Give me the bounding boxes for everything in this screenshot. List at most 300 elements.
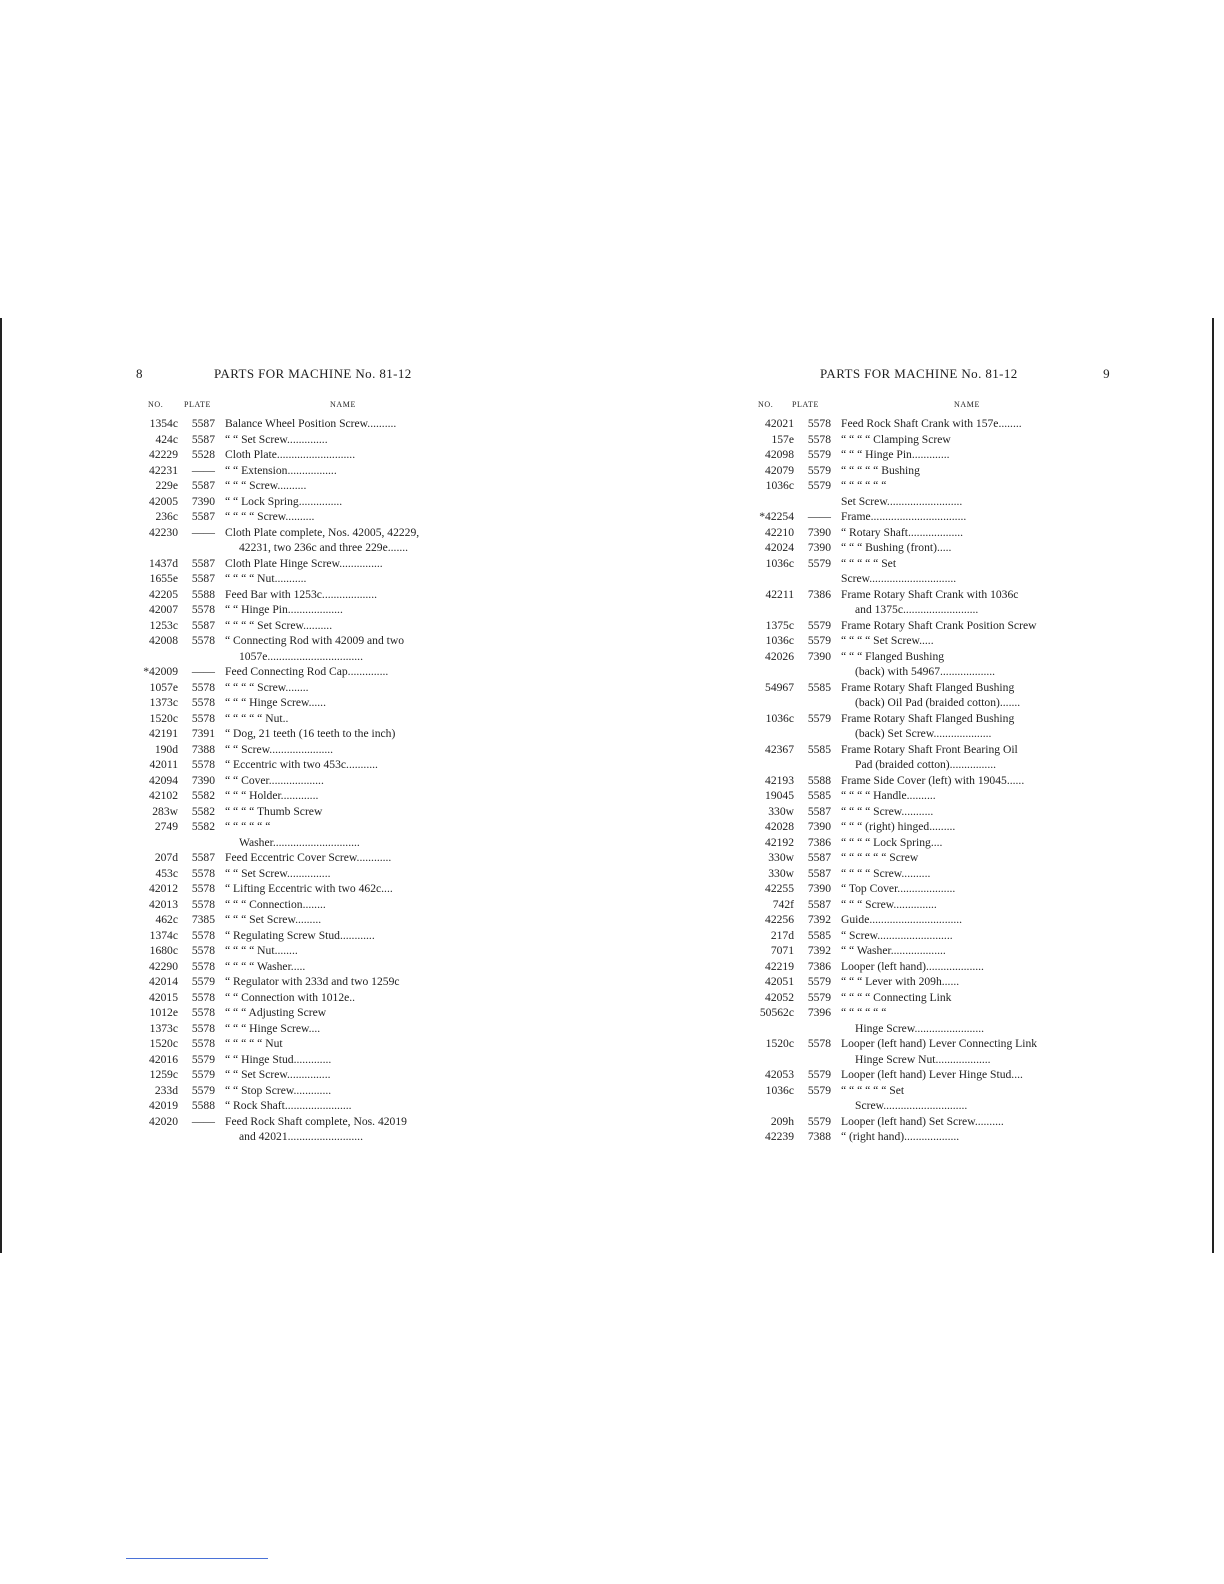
- plate-number: [794, 664, 841, 680]
- part-number: [752, 726, 794, 742]
- plate-number: 5578: [191, 696, 215, 709]
- plate-number: 5587: [191, 479, 215, 492]
- part-name: 42231, two 236c and three 229e.......: [239, 541, 409, 554]
- plate-number: 5579: [191, 1083, 215, 1097]
- part-row: [752, 897, 1090, 913]
- part-row: [752, 804, 1090, 820]
- part-number: 42053: [765, 1068, 794, 1081]
- part-number: 42102: [149, 789, 178, 802]
- part-row: [752, 1129, 1090, 1145]
- column-header-no: NO.: [758, 400, 774, 409]
- plate-number: 5578: [191, 680, 215, 694]
- part-number: 42098: [765, 448, 794, 461]
- part-name: “ Dog, 21 teeth (16 teeth to the inch): [225, 727, 396, 740]
- plate-number: 7386: [807, 835, 831, 849]
- part-name: Guide................................: [841, 913, 963, 926]
- part-name: “ “ “ “ “ Set: [841, 556, 897, 570]
- part-number: 42024: [765, 541, 794, 554]
- part-number: [752, 664, 794, 680]
- part-number: [136, 835, 178, 851]
- part-name: “ “ Hinge Pin...................: [225, 603, 343, 616]
- plate-number: 5579: [807, 618, 831, 632]
- part-name: “ “ Extension.................: [225, 463, 337, 477]
- part-number: 42192: [765, 835, 794, 849]
- part-name: “ “ Set Screw..............: [225, 432, 328, 446]
- part-name: “ “ “ “ Nut........: [225, 944, 298, 957]
- part-name: “ “ Hinge Stud.............: [225, 1052, 332, 1066]
- plate-number: 7392: [807, 944, 831, 957]
- part-name: “ “ “ “ Screw...........: [841, 804, 934, 818]
- part-name: “ “ “ “ “ Nut..: [225, 711, 289, 725]
- part-name: “ “ “ “ Screw..........: [841, 866, 931, 880]
- part-row: [136, 1129, 466, 1145]
- plate-number: 7390: [191, 773, 215, 787]
- part-number: [752, 602, 794, 618]
- part-number: 42219: [765, 959, 794, 973]
- part-row: [136, 509, 466, 525]
- part-row: [752, 633, 1090, 649]
- part-number: *42009: [143, 665, 178, 678]
- part-number: 42290: [149, 959, 178, 973]
- part-row: [136, 494, 466, 510]
- part-name: Looper (left hand) Set Screw..........: [841, 1114, 1004, 1128]
- plate-number: 5578: [191, 1037, 215, 1050]
- part-number: 42012: [149, 882, 178, 895]
- plate-number: 5587: [191, 432, 215, 446]
- part-row: [752, 680, 1090, 696]
- part-name: “ “ Washer...................: [841, 944, 946, 957]
- part-number: 1375c: [765, 618, 794, 632]
- part-row: [752, 540, 1090, 556]
- plate-number: [794, 494, 841, 510]
- part-number: 1036c: [765, 479, 794, 492]
- part-row: [136, 835, 466, 851]
- part-name: “ Rock Shaft.......................: [225, 1099, 352, 1112]
- part-name: “ “ “ “ Clamping Screw: [841, 432, 951, 446]
- part-row: [136, 416, 466, 432]
- part-number: 190d: [154, 742, 178, 756]
- part-row: [136, 571, 466, 587]
- part-name: “ “ Lock Spring...............: [225, 494, 343, 508]
- part-name: “ Connecting Rod with 42009 and two: [225, 634, 405, 647]
- part-number: 42205: [149, 587, 178, 601]
- part-row: [136, 587, 466, 603]
- plate-number: 5578: [191, 866, 215, 880]
- part-row: [136, 804, 466, 820]
- part-row: [752, 478, 1090, 494]
- plate-number: 5578: [807, 417, 831, 430]
- plate-number: 5578: [191, 944, 215, 957]
- part-name: “ “ “ “ Lock Spring....: [841, 835, 943, 849]
- part-row: [752, 463, 1090, 479]
- part-number: 1036c: [765, 711, 794, 725]
- plate-number: 7386: [807, 587, 831, 601]
- left-page: [136, 366, 466, 1145]
- plate-number: [794, 1052, 841, 1068]
- part-row: [752, 556, 1090, 572]
- part-row: [752, 509, 1090, 525]
- part-row: [136, 757, 466, 773]
- part-row: [752, 943, 1090, 959]
- part-name: and 42021..........................: [239, 1130, 363, 1143]
- part-number: 42020: [149, 1114, 178, 1128]
- plate-number: 5578: [191, 634, 215, 647]
- plate-number: 5578: [191, 990, 215, 1004]
- plate-number: 5587: [191, 556, 215, 570]
- part-name: “ “ “ Hinge Screw......: [225, 696, 326, 709]
- part-row: [752, 494, 1090, 510]
- part-row: [752, 571, 1090, 587]
- part-row: [136, 680, 466, 696]
- part-row: [136, 959, 466, 975]
- part-row: [136, 664, 466, 680]
- part-number: [136, 649, 178, 665]
- plate-number: 5585: [807, 742, 831, 756]
- plate-number: 5579: [807, 1114, 831, 1128]
- part-number: 1520c: [149, 1037, 178, 1050]
- part-name: “ “ “ “ Washer.....: [225, 959, 306, 973]
- part-row: [752, 416, 1090, 432]
- plate-number: 5579: [807, 448, 831, 461]
- part-number: [752, 695, 794, 711]
- part-row: [752, 866, 1090, 882]
- left-page-number: 8: [136, 366, 143, 381]
- part-name: “ “ Cover...................: [225, 773, 324, 787]
- plate-number: 5578: [191, 711, 215, 725]
- part-row: [136, 943, 466, 959]
- plate-number: 7390: [807, 541, 831, 554]
- part-row: [752, 757, 1090, 773]
- part-row: [752, 1098, 1090, 1114]
- plate-number: [794, 695, 841, 711]
- plate-number: ——: [191, 463, 215, 477]
- part-name: “ “ “ Holder.............: [225, 789, 319, 802]
- part-row: [136, 1067, 466, 1083]
- part-number: 42231: [149, 463, 178, 477]
- part-number: 1520c: [149, 711, 178, 725]
- part-number: 42051: [765, 975, 794, 988]
- plate-number: 5578: [191, 1006, 215, 1019]
- part-number: 1655e: [149, 572, 178, 585]
- part-number: 462c: [155, 913, 178, 926]
- part-name: “ “ “ Bushing (front).....: [841, 541, 952, 554]
- part-name: “ “ “ “ “ Nut: [225, 1037, 283, 1050]
- part-row: [136, 463, 466, 479]
- part-name: “ “ “ “ “ Bushing: [841, 463, 920, 477]
- part-row: [752, 959, 1090, 975]
- part-row: [136, 897, 466, 913]
- part-name: Screw..............................: [841, 572, 957, 585]
- part-row: [136, 633, 466, 649]
- part-name: Feed Rock Shaft complete, Nos. 42019: [225, 1114, 407, 1128]
- part-name: Feed Bar with 1253c...................: [225, 587, 377, 601]
- plate-number: 5587: [191, 572, 215, 585]
- part-row: [136, 912, 466, 928]
- part-name: (back) Set Screw....................: [855, 727, 992, 740]
- part-name: “ “ “ Adjusting Screw: [225, 1006, 327, 1019]
- part-number: 42026: [765, 649, 794, 663]
- part-row: [136, 990, 466, 1006]
- part-row: [136, 556, 466, 572]
- part-name: Feed Connecting Rod Cap..............: [225, 665, 389, 678]
- part-name: “ “ “ Flanged Bushing: [841, 649, 945, 663]
- part-number: 233d: [154, 1083, 178, 1097]
- part-name: and 1375c..........................: [855, 603, 979, 616]
- part-name: “ Lifting Eccentric with two 462c....: [225, 882, 393, 895]
- part-name: Hinge Screw Nut...................: [855, 1052, 991, 1066]
- part-number: 42210: [765, 525, 794, 539]
- part-row: [752, 664, 1090, 680]
- part-name: “ Screw..........................: [841, 928, 953, 942]
- part-row: [752, 990, 1090, 1006]
- part-name: “ Regulator with 233d and two 1259c: [225, 975, 400, 988]
- plate-number: 7392: [807, 913, 831, 926]
- plate-number: 7390: [807, 820, 831, 833]
- plate-number: [794, 726, 841, 742]
- part-row: [752, 649, 1090, 665]
- part-row: [752, 788, 1090, 804]
- part-row: [752, 711, 1090, 727]
- part-name: “ “ “ “ Nut...........: [225, 572, 307, 585]
- plate-number: [794, 757, 841, 773]
- part-name: “ “ “ “ Handle..........: [841, 789, 936, 802]
- part-number: 283w: [152, 804, 178, 818]
- part-name: “ “ “ “ Connecting Link: [841, 990, 952, 1004]
- part-name: Frame Side Cover (left) with 19045......: [841, 773, 1025, 787]
- plate-number: 5587: [807, 851, 831, 864]
- plate-number: 5578: [191, 1021, 215, 1035]
- part-row: [136, 866, 466, 882]
- part-row: [136, 788, 466, 804]
- part-row: [136, 432, 466, 448]
- plate-number: [794, 1098, 841, 1114]
- left-column-headers: [136, 400, 466, 416]
- plate-number: [794, 602, 841, 618]
- part-number: 42008: [149, 634, 178, 647]
- part-row: [136, 819, 466, 835]
- part-number: 42014: [149, 975, 178, 988]
- part-name: Frame Rotary Shaft Crank with 1036c: [841, 587, 1019, 601]
- page-edge-left: [0, 318, 2, 1253]
- part-number: 42013: [149, 897, 178, 911]
- part-name: “ “ Stop Screw.............: [225, 1083, 332, 1097]
- plate-number: 5578: [191, 758, 215, 771]
- part-number: 1520c: [765, 1037, 794, 1050]
- page-edge-right: [1212, 318, 1214, 1253]
- part-number: [752, 1098, 794, 1114]
- part-name: “ “ “ (right) hinged.........: [841, 820, 956, 833]
- plate-number: 5579: [807, 990, 831, 1004]
- part-name: Frame.................................: [841, 510, 967, 523]
- part-name: “ “ Screw......................: [225, 742, 334, 756]
- part-row: [752, 850, 1090, 866]
- column-header-name: NAME: [954, 400, 980, 409]
- plate-number: 5578: [807, 1037, 831, 1050]
- part-row: [752, 618, 1090, 634]
- part-number: 1057e: [149, 680, 178, 694]
- part-row: [752, 525, 1090, 541]
- part-number: 1259c: [149, 1068, 178, 1081]
- part-name: “ “ “ “ Screw..........: [225, 510, 315, 523]
- part-number: 42255: [765, 882, 794, 895]
- part-number: [752, 757, 794, 773]
- part-number: 1680c: [149, 944, 178, 957]
- plate-number: 5578: [191, 928, 215, 942]
- part-name: “ “ “ Connection........: [225, 897, 326, 911]
- part-number: [752, 1052, 794, 1068]
- plate-number: 5579: [807, 479, 831, 492]
- part-number: [752, 494, 794, 510]
- plate-number: 5579: [807, 463, 831, 477]
- right-page-title: PARTS FOR MACHINE No. 81-12: [820, 366, 1018, 381]
- part-name: “ “ “ “ “ “: [841, 1006, 887, 1019]
- part-number: 42079: [765, 463, 794, 477]
- part-number: 42193: [765, 773, 794, 787]
- part-number: 42007: [149, 603, 178, 616]
- part-number: 42229: [149, 448, 178, 461]
- plate-number: 5585: [807, 680, 831, 694]
- left-page-header: [136, 366, 466, 388]
- part-name: Screw.............................: [855, 1099, 968, 1112]
- plate-number: 7385: [191, 913, 215, 926]
- left-parts-list: [136, 416, 466, 1145]
- plate-number: 5579: [807, 975, 831, 988]
- part-name: Frame Rotary Shaft Front Bearing Oil: [841, 742, 1018, 756]
- part-row: [136, 540, 466, 556]
- plate-number: 5582: [191, 789, 215, 802]
- part-row: [136, 478, 466, 494]
- part-row: [136, 1114, 466, 1130]
- part-row: [752, 835, 1090, 851]
- part-row: [136, 525, 466, 541]
- part-number: [136, 540, 178, 556]
- part-number: 42239: [765, 1130, 794, 1143]
- part-row: [752, 928, 1090, 944]
- part-name: Looper (left hand)....................: [841, 959, 984, 973]
- plate-number: 5582: [191, 820, 215, 833]
- part-number: 42028: [765, 820, 794, 833]
- plate-number: [178, 649, 225, 665]
- plate-number: 7390: [807, 649, 831, 663]
- plate-number: 5585: [807, 789, 831, 802]
- plate-number: 5587: [807, 804, 831, 818]
- part-row: [136, 695, 466, 711]
- part-name: Cloth Plate...........................: [225, 448, 356, 461]
- part-row: [136, 850, 466, 866]
- part-name: “ “ “ “ Screw........: [225, 680, 309, 694]
- part-row: [752, 587, 1090, 603]
- right-column-headers: [752, 400, 1090, 416]
- part-number: 42015: [149, 990, 178, 1004]
- part-number: 236c: [155, 510, 178, 523]
- plate-number: 5579: [807, 556, 831, 570]
- plate-number: 5582: [191, 804, 215, 818]
- part-name: “ “ Connection with 1012e..: [225, 990, 356, 1004]
- plate-number: 5587: [807, 897, 831, 911]
- plate-number: 5579: [807, 1068, 831, 1081]
- part-name: Looper (left hand) Lever Hinge Stud....: [841, 1068, 1023, 1081]
- part-number: 1354c: [149, 417, 178, 430]
- part-row: [752, 819, 1090, 835]
- part-name: “ “ “ Lever with 209h......: [841, 975, 960, 988]
- plate-number: 5579: [807, 1083, 831, 1097]
- plate-number: 5579: [191, 1068, 215, 1081]
- part-number: 42021: [765, 417, 794, 430]
- part-row: [136, 773, 466, 789]
- part-row: [136, 928, 466, 944]
- part-name: “ “ “ Screw...............: [841, 897, 937, 911]
- plate-number: 7390: [807, 525, 831, 539]
- plate-number: ——: [191, 525, 215, 539]
- part-row: [136, 618, 466, 634]
- part-name: “ “ “ Screw..........: [225, 479, 307, 492]
- right-page: [752, 366, 1110, 1145]
- part-row: [136, 1098, 466, 1114]
- part-name: “ “ Set Screw...............: [225, 1068, 331, 1081]
- part-number: [752, 1021, 794, 1037]
- part-number: 742f: [772, 897, 794, 911]
- plate-number: 5528: [191, 448, 215, 461]
- plate-number: 5587: [191, 417, 215, 430]
- part-name: 1057e.................................: [239, 649, 363, 663]
- part-name: “ Eccentric with two 453c...........: [225, 758, 378, 771]
- part-number: 1036c: [765, 556, 794, 570]
- part-row: [752, 726, 1090, 742]
- part-number: 50562c: [759, 1006, 794, 1019]
- part-number: 217d: [770, 928, 794, 942]
- part-name: “ “ “ Set Screw.........: [225, 913, 322, 926]
- part-row: [136, 881, 466, 897]
- part-name: Pad (braided cotton)................: [855, 758, 997, 771]
- part-name: “ (right hand)...................: [841, 1130, 960, 1143]
- part-name: (back) with 54967...................: [855, 665, 996, 678]
- part-name: “ “ “ Hinge Pin.............: [841, 448, 950, 461]
- part-row: [752, 773, 1090, 789]
- plate-number: 5587: [191, 510, 215, 523]
- part-row: [752, 912, 1090, 928]
- plate-number: 5588: [191, 587, 215, 601]
- plate-number: 7388: [191, 742, 215, 756]
- part-row: [136, 1005, 466, 1021]
- part-number: 330w: [768, 804, 794, 818]
- part-row: [136, 726, 466, 742]
- part-row: [752, 881, 1090, 897]
- right-parts-list: [752, 416, 1090, 1145]
- part-row: [752, 1021, 1090, 1037]
- plate-number: 7386: [807, 959, 831, 973]
- part-number: 157e: [771, 432, 794, 446]
- plate-number: 7396: [807, 1006, 831, 1019]
- part-number: 1373c: [149, 696, 178, 709]
- part-number: 1253c: [149, 618, 178, 632]
- plate-number: 5578: [191, 603, 215, 616]
- part-name: Frame Rotary Shaft Crank Position Screw: [841, 618, 1037, 632]
- part-row: [752, 602, 1090, 618]
- part-number: 7071: [770, 944, 794, 957]
- plate-number: 5578: [191, 882, 215, 895]
- part-number: 453c: [155, 866, 178, 880]
- part-name: Set Screw..........................: [841, 494, 963, 508]
- part-number: 42016: [149, 1052, 178, 1066]
- part-row: [136, 1083, 466, 1099]
- part-name: Feed Eccentric Cover Screw............: [225, 851, 392, 864]
- left-page-title: PARTS FOR MACHINE No. 81-12: [214, 366, 412, 381]
- part-number: 229e: [155, 479, 178, 492]
- part-name: “ “ “ “ Set Screw.....: [841, 634, 934, 647]
- part-row: [136, 742, 466, 758]
- plate-number: ——: [807, 510, 831, 523]
- part-number: 19045: [765, 789, 794, 802]
